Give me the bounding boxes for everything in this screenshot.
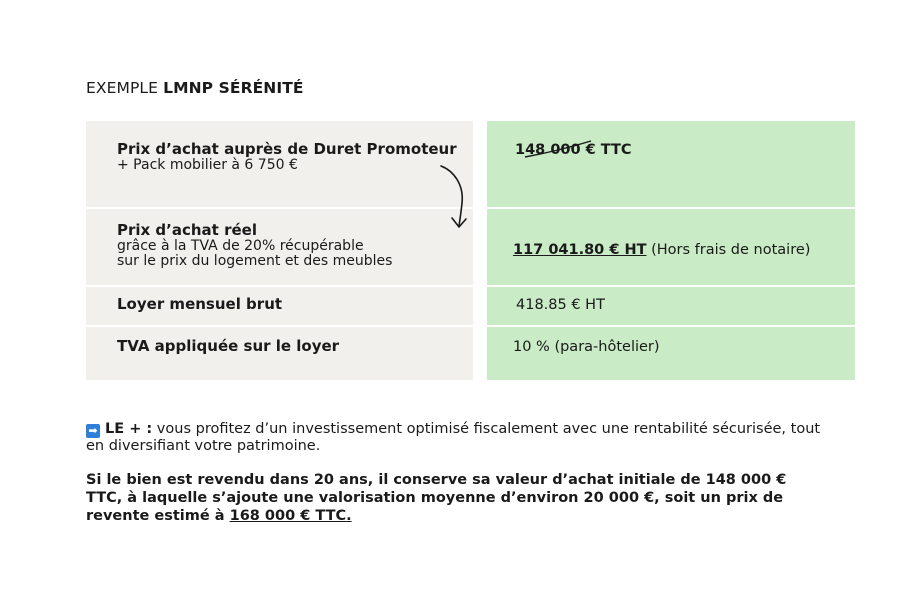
row-value — [515, 142, 632, 159]
struck-price: 148 000 € — [515, 142, 596, 159]
row-purchase-price-label-cell — [86, 121, 473, 207]
row-subline: grâce à la TVA de 20% récupérable — [117, 238, 364, 254]
row-real-price-label-cell — [86, 209, 473, 285]
price-suffix: TTC — [595, 142, 632, 158]
row-vat-value-cell — [487, 327, 855, 380]
row-rent-label-cell — [86, 287, 473, 325]
resale-price: 168 000 € TTC. — [229, 508, 352, 524]
row-value: 418.85 € HT — [516, 297, 605, 313]
title-prefix: EXEMPLE — [86, 79, 159, 97]
row-label: Prix d’achat réel — [117, 221, 257, 239]
curved-arrow-icon — [438, 163, 472, 233]
row-rent-value-cell — [487, 287, 855, 325]
resale-text: Si le bien est revendu dans 20 ans, il conserve sa valeur d’achat initiale de 148 000 € TTC, à laquelle s’ajoute une valorisation moyenne d’environ 20 000 €, soit un prix de revente estimé à — [86, 472, 787, 524]
row-label: TVA appliquée sur le loyer — [117, 337, 340, 355]
row-label: Loyer mensuel brut — [117, 295, 283, 313]
row-vat-label-cell — [86, 327, 473, 380]
page-title — [86, 79, 304, 97]
right-arrow-icon: ➡ — [86, 424, 100, 438]
row-value — [513, 242, 810, 259]
plus-text: vous profitez d’un investissement optimisé fiscalement avec une rentabilité sécurisée, tout en diversifiant votre patrimoine. — [86, 421, 821, 454]
row-real-price-value-cell — [487, 209, 855, 285]
plus-paragraph — [86, 421, 826, 454]
strikethrough-line — [523, 139, 593, 161]
row-label: Prix d’achat auprès de Duret Promoteur — [117, 140, 457, 158]
plus-label: LE + : — [105, 421, 153, 437]
row-purchase-price-value-cell — [487, 121, 855, 207]
resale-paragraph — [86, 471, 826, 525]
notary-note: (Hors frais de notaire) — [646, 242, 811, 258]
row-subline: sur le prix du logement et des meubles — [117, 253, 393, 269]
row-subline: + Pack mobilier à 6 750 € — [117, 157, 298, 173]
title-bold: LMNP SÉRÉNITÉ — [163, 79, 304, 97]
row-value: 10 % (para-hôtelier) — [513, 339, 660, 355]
ht-amount: 117 041.80 € HT — [513, 242, 647, 258]
